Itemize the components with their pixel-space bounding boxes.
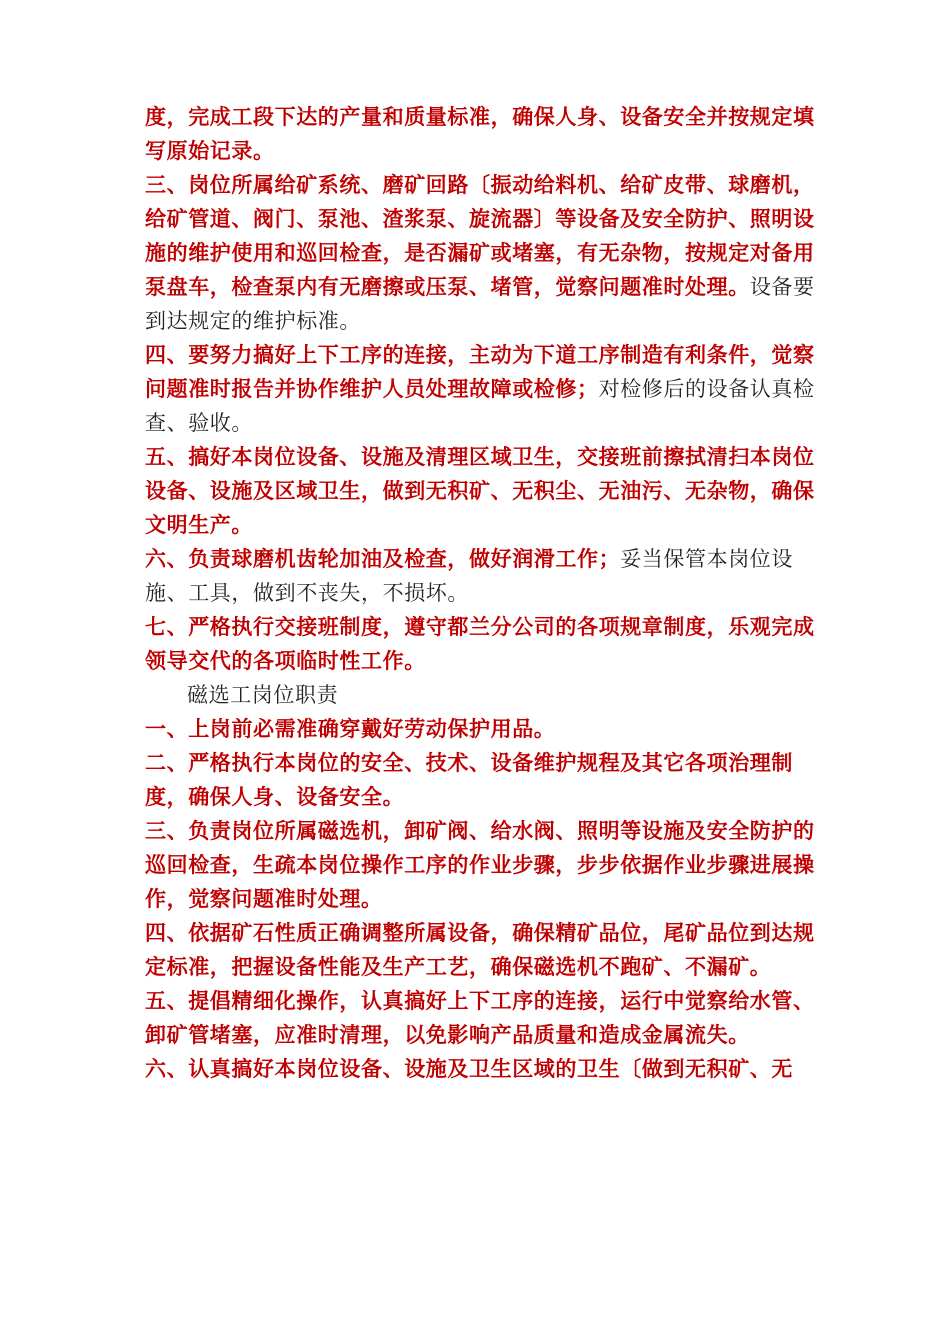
section-paragraph-5 bbox=[145, 984, 825, 1052]
paragraph-3-emphasis: 四、要努力搞好上下工序的连接，主动为下道工序制造有利条件，觉察问题准时报告并协作维护人员处理故障或检修； bbox=[145, 342, 815, 401]
section-title: 磁选工岗位职责 bbox=[187, 683, 339, 707]
paragraph-1 bbox=[145, 100, 825, 168]
section-paragraph-1-emphasis: 一、上岗前必需准确穿戴好劳动保护用品。 bbox=[145, 716, 556, 741]
section-paragraph-3-emphasis: 三、负责岗位所属磁选机，卸矿阀、给水阀、照明等设施及安全防护的巡回检查，生疏本岗位操作工序的作业步骤，步步依据作业步骤进展操作，觉察问题准时处理。 bbox=[145, 818, 815, 911]
section-paragraph-4 bbox=[145, 916, 825, 984]
paragraph-5-plain: 妥当保管本岗位设施、工具，做到不丧失，不损坏。 bbox=[145, 547, 794, 605]
section-paragraph-2-emphasis: 二、严格执行本岗位的安全、技术、设备维护规程及其它各项治理制度，确保人身、设备安全。 bbox=[145, 750, 793, 809]
paragraph-2-emphasis: 三、岗位所属给矿系统、磨矿回路〔振动给料机、给矿皮带、球磨机，给矿管道、阀门、泵池、渣浆泵、旋流器〕等设备及安全防护、照明设施的维护使用和巡回检查，是否漏矿或堵塞，有无杂物，按规定对备用泵盘车，检查泵内有无磨擦或压泵、堵管，觉察问题准时处理。 bbox=[145, 172, 815, 299]
section-paragraph-6-emphasis: 六、认真搞好本岗位设备、设施及卫生区域的卫生〔做到无积矿、无 bbox=[145, 1056, 793, 1081]
paragraph-3-plain: 对检修后的设备认真检查、验收。 bbox=[145, 377, 815, 435]
section-paragraph-3 bbox=[145, 814, 825, 916]
paragraph-5 bbox=[145, 542, 825, 610]
section-paragraph-1 bbox=[145, 712, 825, 746]
paragraph-6-emphasis: 七、严格执行交接班制度，遵守都兰分公司的各项规章制度，乐观完成领导交代的各项临时性工作。 bbox=[145, 614, 815, 673]
section-paragraph-2 bbox=[145, 746, 825, 814]
paragraph-1-emphasis: 度，完成工段下达的产量和质量标准，确保人身、设备安全并按规定填写原始记录。 bbox=[145, 104, 815, 163]
section-paragraph-6 bbox=[145, 1052, 825, 1086]
paragraph-4-emphasis: 五、搞好本岗位设备、设施及清理区域卫生，交接班前擦拭清扫本岗位设备、设施及区域卫生，做到无积矿、无积尘、无油污、无杂物，确保文明生产。 bbox=[145, 444, 815, 537]
paragraph-4 bbox=[145, 440, 825, 542]
paragraph-3 bbox=[145, 338, 825, 440]
paragraph-2 bbox=[145, 168, 825, 338]
section-paragraph-5-emphasis: 五、提倡精细化操作，认真搞好上下工序的连接，运行中觉察给水管、卸矿管堵塞，应准时清理，以免影响产品质量和造成金属流失。 bbox=[145, 988, 815, 1047]
paragraph-2-plain: 设备要到达规定的维护标准。 bbox=[145, 275, 815, 333]
paragraph-6 bbox=[145, 610, 825, 678]
document-body bbox=[145, 100, 825, 1086]
paragraph-5-emphasis: 六、负责球磨机齿轮加油及检查，做好润滑工作； bbox=[145, 546, 621, 571]
section-paragraph-4-emphasis: 四、依据矿石性质正确调整所属设备，确保精矿品位，尾矿品位到达规定标准，把握设备性能及生产工艺，确保磁选机不跑矿、不漏矿。 bbox=[145, 920, 815, 979]
